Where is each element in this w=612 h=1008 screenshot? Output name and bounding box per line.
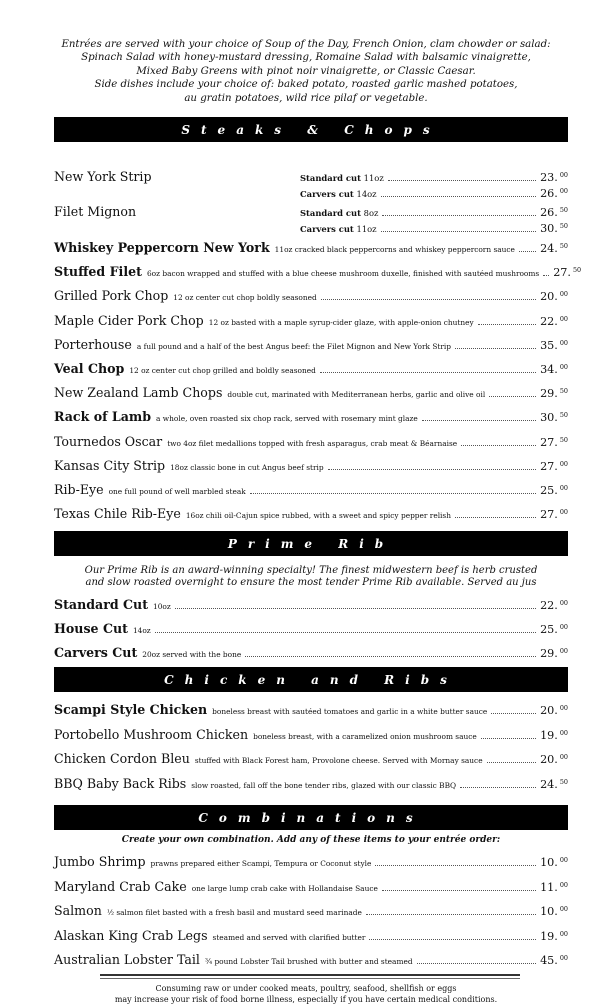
item-name: Veal Chop: [54, 361, 125, 376]
cut-size: 11oz: [356, 224, 377, 234]
item-description: 14oz: [132, 626, 151, 635]
item-name: Stuffed Filet: [54, 264, 142, 280]
menu-item: [54, 903, 568, 919]
menu-item: [54, 928, 568, 944]
prime-rib-note: [54, 565, 568, 589]
menu-item: [54, 621, 568, 637]
item-name: Alaskan King Crab Legs: [54, 927, 208, 943]
item-description: boneless breast, with a caramelized onion mushroom sauce: [253, 731, 477, 741]
dot-leader: [455, 516, 536, 518]
cut-size: 14oz: [356, 189, 377, 199]
item-name: Australian Lobster Tail: [54, 952, 200, 967]
menu-item: [54, 361, 568, 377]
item-name: Chicken Cordon Bleu: [54, 751, 190, 766]
item-description: ½ salmon filet basted with a fresh basil and mustard seed marinade: [106, 908, 362, 917]
dot-leader: [455, 347, 536, 349]
item-price: 27. $^{50}$: [553, 266, 582, 280]
intro-line: Side dishes include your choice of: baked potato, roasted garlic mashed potatoes,: [94, 79, 518, 91]
item-description: a full pound and a half of the best Angus beef: the Filet Mignon and New York Strip: [136, 341, 451, 351]
section-header-chicken-ribs: [54, 667, 568, 692]
dot-leader: [155, 631, 536, 633]
item-price: 29. $^{00}$: [540, 647, 568, 660]
dot-leader: [417, 962, 536, 964]
section-title: Steaks & Chops: [181, 122, 441, 137]
dot-leader: [491, 712, 536, 714]
menu-item: [54, 409, 568, 425]
item-price: 30. $^{50}$: [540, 222, 568, 235]
dot-leader: [388, 179, 536, 181]
menu-item-filet-mignon: [54, 204, 294, 220]
item-price: 24. $^{50}$: [540, 777, 568, 791]
cut-size: 8oz: [363, 208, 379, 218]
item-description: 12 oz center cut chop grilled and boldly seasoned: [129, 366, 316, 375]
item-price: 27. $^{00}$: [540, 508, 568, 522]
menu-item: [54, 854, 568, 870]
item-description: 12 oz basted with a maple syrup-cider glaze, with apple-onion chutney: [208, 317, 474, 327]
section-header-steaks: [54, 117, 568, 142]
cut-option: [300, 187, 568, 201]
item-price: 10. $^{00}$: [540, 856, 568, 869]
section-header-prime-rib: [54, 531, 568, 556]
menu-item: [54, 264, 582, 280]
item-name: Standard Cut: [54, 597, 149, 612]
item-price: 34. $^{00}$: [540, 363, 568, 376]
intro-line: au gratin potatoes, wild rice pilaf or vegetable.: [184, 92, 428, 104]
dot-leader: [478, 323, 536, 325]
dot-leader: [366, 913, 536, 915]
item-price: 25. $^{00}$: [540, 484, 568, 497]
item-price: 20. $^{00}$: [540, 290, 568, 304]
item-price: 35. $^{00}$: [540, 338, 568, 352]
menu-item: [54, 434, 568, 450]
item-description: two 4oz filet medallions topped with fresh asparagus, crab meat & Béarnaise: [167, 438, 458, 448]
menu-item: [54, 385, 568, 401]
dot-leader: [489, 395, 536, 397]
cut-option: [300, 222, 568, 236]
item-name: Grilled Pork Chop: [54, 288, 169, 304]
dot-leader: [245, 655, 536, 657]
item-price: 11. $^{00}$: [540, 880, 568, 894]
item-name: Filet Mignon: [54, 204, 137, 219]
item-description: one large lump crab cake with Hollandaise Sauce: [191, 883, 378, 893]
item-price: 24. $^{50}$: [540, 242, 568, 255]
item-description: 10oz: [153, 602, 171, 611]
dot-leader: [422, 419, 536, 421]
food-safety-notice: [40, 983, 572, 1005]
item-name: Texas Chile Rib-Eye: [54, 506, 181, 522]
item-name: BBQ Baby Back Ribs: [54, 775, 187, 791]
item-description: 16oz chili oil-Cajun spice rubbed, with a sweet and spicy pepper relish: [185, 511, 451, 521]
dot-leader: [321, 298, 536, 300]
dot-leader: [175, 607, 536, 609]
intro-text: [40, 38, 572, 105]
item-name: Rack of Lamb: [54, 409, 152, 425]
item-description: one full pound of well marbled steak: [108, 487, 246, 496]
cut-label: Standard cut: [300, 173, 361, 183]
item-description: prawns prepared either Scampi, Tempura or Coconut style: [150, 859, 372, 868]
item-price: 26. $^{00}$: [540, 187, 568, 200]
item-price: 22. $^{00}$: [540, 599, 568, 612]
notice-line: may increase your risk of food borne illness, especially if you have certain medical conditions.: [114, 995, 498, 1004]
item-name: New York Strip: [54, 169, 152, 184]
item-price: 26. $^{50}$: [540, 206, 568, 219]
item-name: New Zealand Lamb Chops: [54, 385, 223, 401]
item-name: Porterhouse: [54, 336, 132, 352]
item-price: 19. $^{00}$: [540, 929, 568, 943]
item-price: 19. $^{00}$: [540, 728, 568, 742]
item-price: 20. $^{00}$: [540, 753, 568, 766]
item-name: Salmon: [54, 903, 102, 918]
item-description: stuffed with Black Forest ham, Provolone cheese. Served with Mornay sauce: [194, 756, 483, 765]
item-name: Tournedos Oscar: [54, 433, 163, 449]
dot-leader: [382, 214, 536, 216]
cut-label: Carvers cut: [300, 224, 354, 234]
intro-line: Entrées are served with your choice of Soup of the Day, French Onion, clam chowder or salad:: [61, 39, 551, 50]
item-description: 20oz served with the bone: [142, 650, 242, 659]
dot-leader: [320, 371, 536, 373]
menu-item: [54, 751, 568, 767]
note-line: Our Prime Rib is an award-winning specialty! The finest midwestern beef is herb crusted: [84, 565, 538, 576]
combinations-note: Create your own combination. Add any of these items to your entrée order:: [121, 835, 501, 845]
cut-option: [300, 171, 568, 185]
dot-leader: [461, 444, 536, 446]
item-price: 29. $^{50}$: [540, 387, 568, 401]
item-price: 30. $^{50}$: [540, 411, 568, 425]
item-description: 18oz classic bone in cut Angus beef strip: [170, 462, 324, 472]
section-title: Chicken and Ribs: [164, 672, 458, 687]
divider-rule: [100, 974, 520, 976]
section-header-combinations: [54, 805, 568, 830]
item-price: 20. $^{00}$: [540, 704, 568, 717]
cut-label: Carvers cut: [300, 189, 354, 199]
item-name: Maryland Crab Cake: [54, 878, 187, 894]
divider-rule: [100, 978, 520, 979]
menu-item: [54, 337, 568, 353]
dot-leader: [519, 250, 536, 252]
dot-leader: [460, 786, 536, 788]
item-price: 25. $^{00}$: [540, 623, 568, 636]
menu-item: [54, 482, 568, 498]
cut-option: [300, 206, 568, 220]
dot-leader: [481, 737, 536, 739]
menu-item: [54, 597, 568, 613]
menu-item: [54, 952, 568, 968]
dot-leader: [382, 889, 536, 891]
section-title: Prime Rib: [227, 536, 395, 551]
dot-leader: [375, 864, 536, 866]
item-description: a whole, oven roasted six chop rack, served with rosemary mint glaze: [156, 414, 418, 424]
intro-line: Mixed Baby Greens with pinot noir vinaigrette, or Classic Caesar.: [136, 65, 476, 77]
notice-line: Consuming raw or under cooked meats, poultry, seafood, shellfish or eggs: [155, 984, 457, 993]
item-description: steamed and served with clarified butter: [212, 932, 366, 942]
menu-item: [54, 240, 568, 256]
item-name: Maple Cider Pork Chop: [54, 312, 204, 328]
item-price: 27. $^{00}$: [540, 459, 568, 473]
item-price: 22. $^{00}$: [540, 314, 568, 328]
item-description: 12 oz center cut chop boldly seasoned: [173, 293, 317, 303]
item-description: slow roasted, fall off the bone tender ribs, glazed with our classic BBQ: [191, 780, 457, 790]
item-description: 11oz cracked black peppercorns and whiskey peppercorn sauce: [274, 245, 515, 254]
dot-leader: [381, 195, 536, 197]
note-line: and slow roasted overnight to ensure the most tender Prime Rib available. Served au jus: [85, 577, 537, 588]
menu-item: [54, 727, 568, 743]
cut-size: 11oz: [363, 173, 384, 183]
menu-item: [54, 645, 568, 661]
item-name: Portobello Mushroom Chicken: [54, 726, 249, 742]
dot-leader: [381, 230, 536, 232]
intro-line: Spinach Salad with honey-mustard dressing, Romaine Salad with balsamic vinaigrette,: [81, 52, 531, 64]
dot-leader: [487, 761, 536, 763]
item-description: double cut, marinated with Mediterranean herbs, garlic and olive oil: [227, 390, 486, 400]
item-price: 23. $^{00}$: [540, 171, 568, 184]
item-description: ¾ pound Lobster Tail brushed with butter and steamed: [204, 957, 413, 966]
menu-item: [54, 506, 568, 522]
menu-item-new-york-strip: [54, 169, 294, 185]
menu-item: [54, 458, 568, 474]
item-name: Kansas City Strip: [54, 457, 166, 473]
menu-item: [54, 879, 568, 895]
dot-leader: [328, 468, 536, 470]
menu-item: [54, 776, 568, 792]
section-title: Combinations: [198, 810, 424, 825]
menu-item: [54, 288, 568, 304]
item-price: 10. $^{00}$: [540, 905, 568, 918]
item-name: Scampi Style Chicken: [54, 702, 208, 717]
item-name: Rib-Eye: [54, 482, 104, 497]
cut-label: Standard cut: [300, 208, 361, 218]
item-name: Carvers Cut: [54, 645, 138, 660]
item-name: House Cut: [54, 621, 128, 636]
dot-leader: [369, 938, 536, 940]
item-description: 6oz bacon wrapped and stuffed with a blue cheese mushroom duxelle, finished with sautéed mushrooms: [146, 269, 540, 279]
item-price: 27. $^{50}$: [540, 435, 568, 449]
menu-item: [54, 313, 568, 329]
item-name: Whiskey Peppercorn New York: [54, 240, 270, 255]
dot-leader: [543, 274, 549, 276]
item-price: 45. $^{00}$: [540, 954, 568, 967]
item-description: boneless breast with sautéed tomatoes and garlic in a white butter sauce: [212, 707, 488, 716]
menu-item: [54, 702, 568, 718]
item-name: Jumbo Shrimp: [54, 854, 146, 869]
dot-leader: [250, 492, 536, 494]
